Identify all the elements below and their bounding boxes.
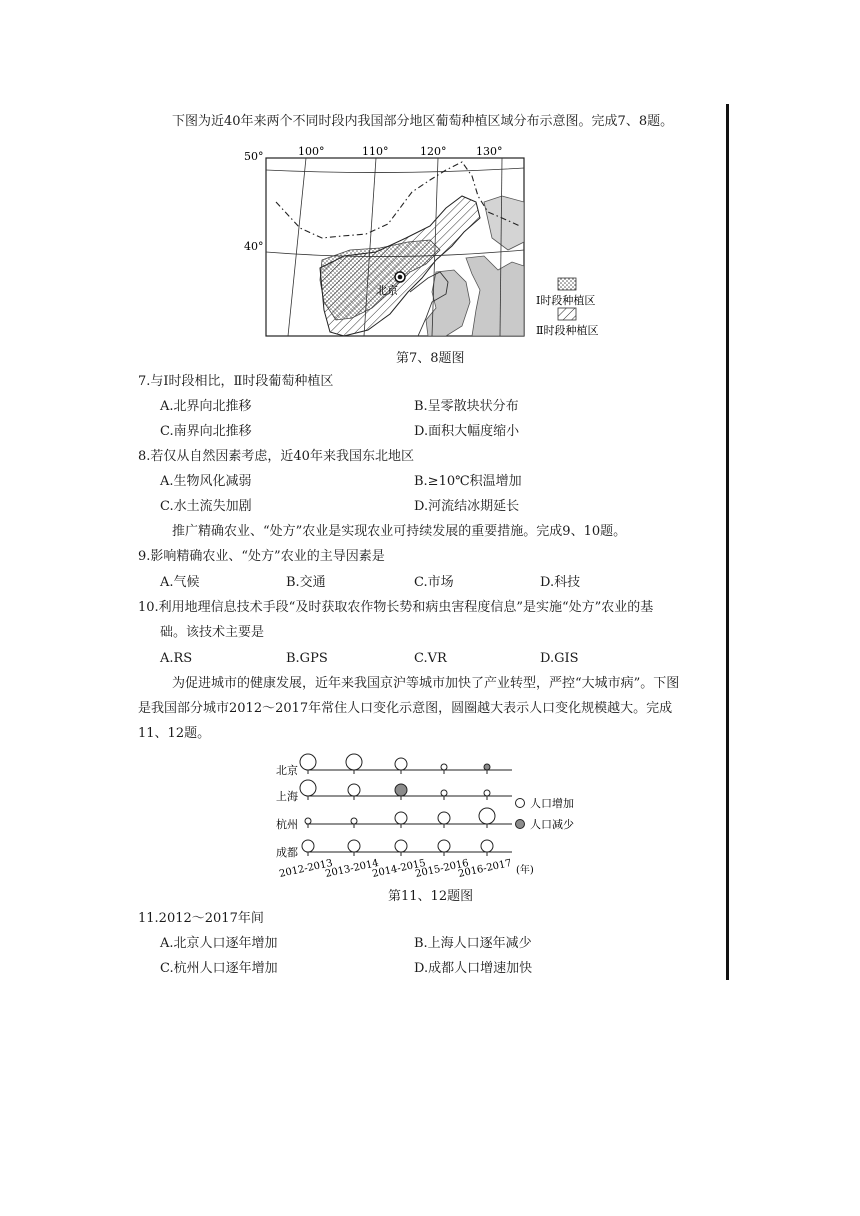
population-bubble	[481, 840, 493, 852]
period-tick-label: 2012-2013	[278, 857, 334, 880]
intro-9-10: 推广精确农业、“处方”农业是实现农业可持续发展的重要措施。完成9、10题。	[172, 524, 627, 539]
city-label: 杭州	[276, 818, 298, 831]
population-bubble	[441, 764, 447, 770]
option-c: C.水土流失加剧	[160, 499, 252, 514]
population-bubble	[479, 808, 495, 824]
option-b: B.≥10℃积温增加	[414, 474, 522, 489]
question-10-stem-cont: 础。该技术主要是	[160, 625, 265, 640]
population-bubble	[348, 784, 360, 796]
legend-label: 人口增加	[530, 797, 574, 810]
period-tick-label: 2016-2017	[457, 857, 513, 880]
lon-label: 100°	[298, 145, 325, 158]
population-bubble	[441, 790, 447, 796]
option-b: B.GPS	[286, 651, 328, 666]
beijing-label: 北京	[376, 284, 398, 297]
x-unit-label: (年)	[516, 865, 534, 876]
option-d: D.面积大幅度缩小	[414, 424, 520, 439]
option-c: C.南界向北推移	[160, 424, 252, 439]
lat-label: 50°	[244, 150, 264, 163]
option-d: D.GIS	[540, 651, 579, 666]
intro-7-8: 下图为近40年来两个不同时段内我国部分地区葡萄种植区域分布示意图。完成7、8题。	[172, 114, 674, 129]
population-bubble	[395, 840, 407, 852]
population-bubble	[348, 840, 360, 852]
option-a: A.RS	[160, 651, 193, 666]
legend-swatch-hatch	[558, 308, 576, 320]
population-bubble	[346, 754, 362, 770]
option-c: C.市场	[414, 575, 454, 590]
population-bubble	[305, 818, 311, 824]
legend-increase-marker	[516, 799, 525, 808]
option-b: B.交通	[286, 575, 326, 590]
option-c: C.VR	[414, 651, 447, 666]
option-c: C.杭州人口逐年增加	[160, 961, 278, 976]
city-label: 上海	[276, 790, 298, 803]
intro-11-12-line: 为促进城市的健康发展，近年来我国京沪等城市加快了产业转型，严控“大城市病”。下图	[172, 676, 680, 691]
question-9-stem: 9.影响精确农业、“处方”农业的主导因素是	[138, 549, 385, 564]
period-tick-label: 2014-2015	[371, 857, 427, 880]
intro-11-12-line: 11、12题。	[138, 726, 211, 741]
legend-label: Ⅰ时段种植区	[536, 294, 596, 307]
period-tick-label: 2015-2016	[414, 857, 470, 880]
option-d: D.河流结冰期延长	[414, 499, 520, 514]
population-bubble	[438, 812, 450, 824]
population-bubble	[395, 758, 407, 770]
chart-caption: 第11、12题图	[388, 889, 474, 904]
population-bubble	[395, 812, 407, 824]
population-bubble	[351, 818, 357, 824]
option-b: B.呈零散块状分布	[414, 399, 519, 414]
legend-label: 人口减少	[530, 818, 574, 831]
period-tick-label: 2013-2014	[324, 857, 380, 880]
population-bubble	[484, 764, 490, 770]
option-a: A.生物风化减弱	[160, 474, 252, 489]
legend-label: Ⅱ时段种植区	[536, 324, 599, 337]
population-bubble	[300, 780, 316, 796]
option-a: A.北京人口逐年增加	[160, 936, 278, 951]
legend-swatch-dots	[558, 278, 576, 290]
lon-label: 110°	[362, 145, 389, 158]
margin-rule	[726, 104, 729, 980]
population-bubble	[438, 840, 450, 852]
intro-11-12-line: 是我国部分城市2012～2017年常住人口变化示意图，圆圈越大表示人口变化规模越大。完成	[138, 701, 673, 716]
question-8-stem: 8.若仅从自然因素考虑，近40年来我国东北地区	[138, 449, 414, 464]
lon-label: 120°	[420, 145, 447, 158]
city-label: 成都	[276, 846, 298, 859]
option-a: A.北界向北推移	[160, 399, 252, 414]
question-7-stem: 7.与Ⅰ时段相比，Ⅱ时段葡萄种植区	[138, 374, 334, 389]
option-a: A.气候	[160, 575, 200, 590]
population-bubble	[484, 790, 490, 796]
population-bubble	[302, 840, 314, 852]
population-change-chart	[270, 745, 600, 887]
question-11-stem: 11.2012～2017年间	[138, 911, 264, 926]
option-b: B.上海人口逐年减少	[414, 936, 532, 951]
population-bubble	[395, 784, 407, 796]
population-bubble	[300, 754, 316, 770]
option-d: D.成都人口增速加快	[414, 961, 533, 976]
map-caption: 第7、8题图	[396, 351, 465, 366]
question-10-stem: 10.利用地理信息技术手段“及时获取农作物长势和病虫害程度信息”是实施“处方”农业的基	[138, 600, 654, 615]
city-label: 北京	[276, 764, 298, 777]
lat-label: 40°	[244, 240, 264, 253]
option-d: D.科技	[540, 575, 581, 590]
grape-region-map	[240, 142, 620, 344]
legend-decrease-marker	[516, 820, 525, 829]
lon-label: 130°	[476, 145, 503, 158]
